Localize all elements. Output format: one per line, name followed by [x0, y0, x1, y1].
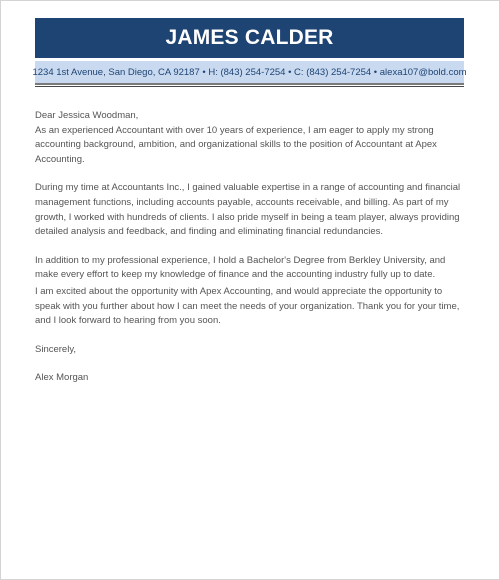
contact-info: 1234 1st Avenue, San Diego, CA 92187 • H: (843) 254-7254 • C: (843) 254-7254 • alexa107@bold.com — [32, 66, 467, 78]
paragraph-spacer — [35, 329, 465, 343]
signature-name: Alex Morgan — [35, 372, 89, 384]
salutation: Dear Jessica Woodman, — [35, 110, 139, 121]
experience-paragraph: During my time at Accountants Inc., I gained valuable expertise in a range of accounting and financial management functions, including accounts payable, accounts receivable, and billing. As part of my growth, I worked with hundreds of clients. I also pride myself in being a team player, always providing detailed analysis and feedback, and finding and eliminating financial redundancies. — [35, 182, 461, 238]
paragraph-spacer — [35, 167, 465, 181]
header-divider-thick — [35, 83, 464, 85]
education-paragraph: In addition to my professional experience, I hold a Bachelor's Degree from Berkley University, and make every effort to keep my knowledge of finance and the accounting industry fully up to date. — [35, 254, 446, 281]
paragraph-spacer — [35, 240, 465, 254]
closing-paragraph: I am excited about the opportunity with Apex Accounting, and would appreciate the opportunity to speak with you further about how I can meet the needs of your organization. Thank you for your time, and I look forward to hearing from you soon. — [35, 285, 460, 327]
applicant-name: JAMES CALDER — [165, 26, 334, 49]
letter-body — [35, 109, 465, 386]
contact-banner — [32, 61, 467, 83]
name-banner — [35, 18, 464, 58]
header-divider-thin — [35, 86, 464, 87]
paragraph-spacer — [35, 357, 465, 371]
closing-salutation: Sincerely, — [35, 343, 77, 355]
intro-paragraph: As an experienced Accountant with over 10 years of experience, I am eager to apply my strong accounting background, ambition, and organizational skills to the position of Accountant at Apex Accounting. — [35, 124, 437, 165]
